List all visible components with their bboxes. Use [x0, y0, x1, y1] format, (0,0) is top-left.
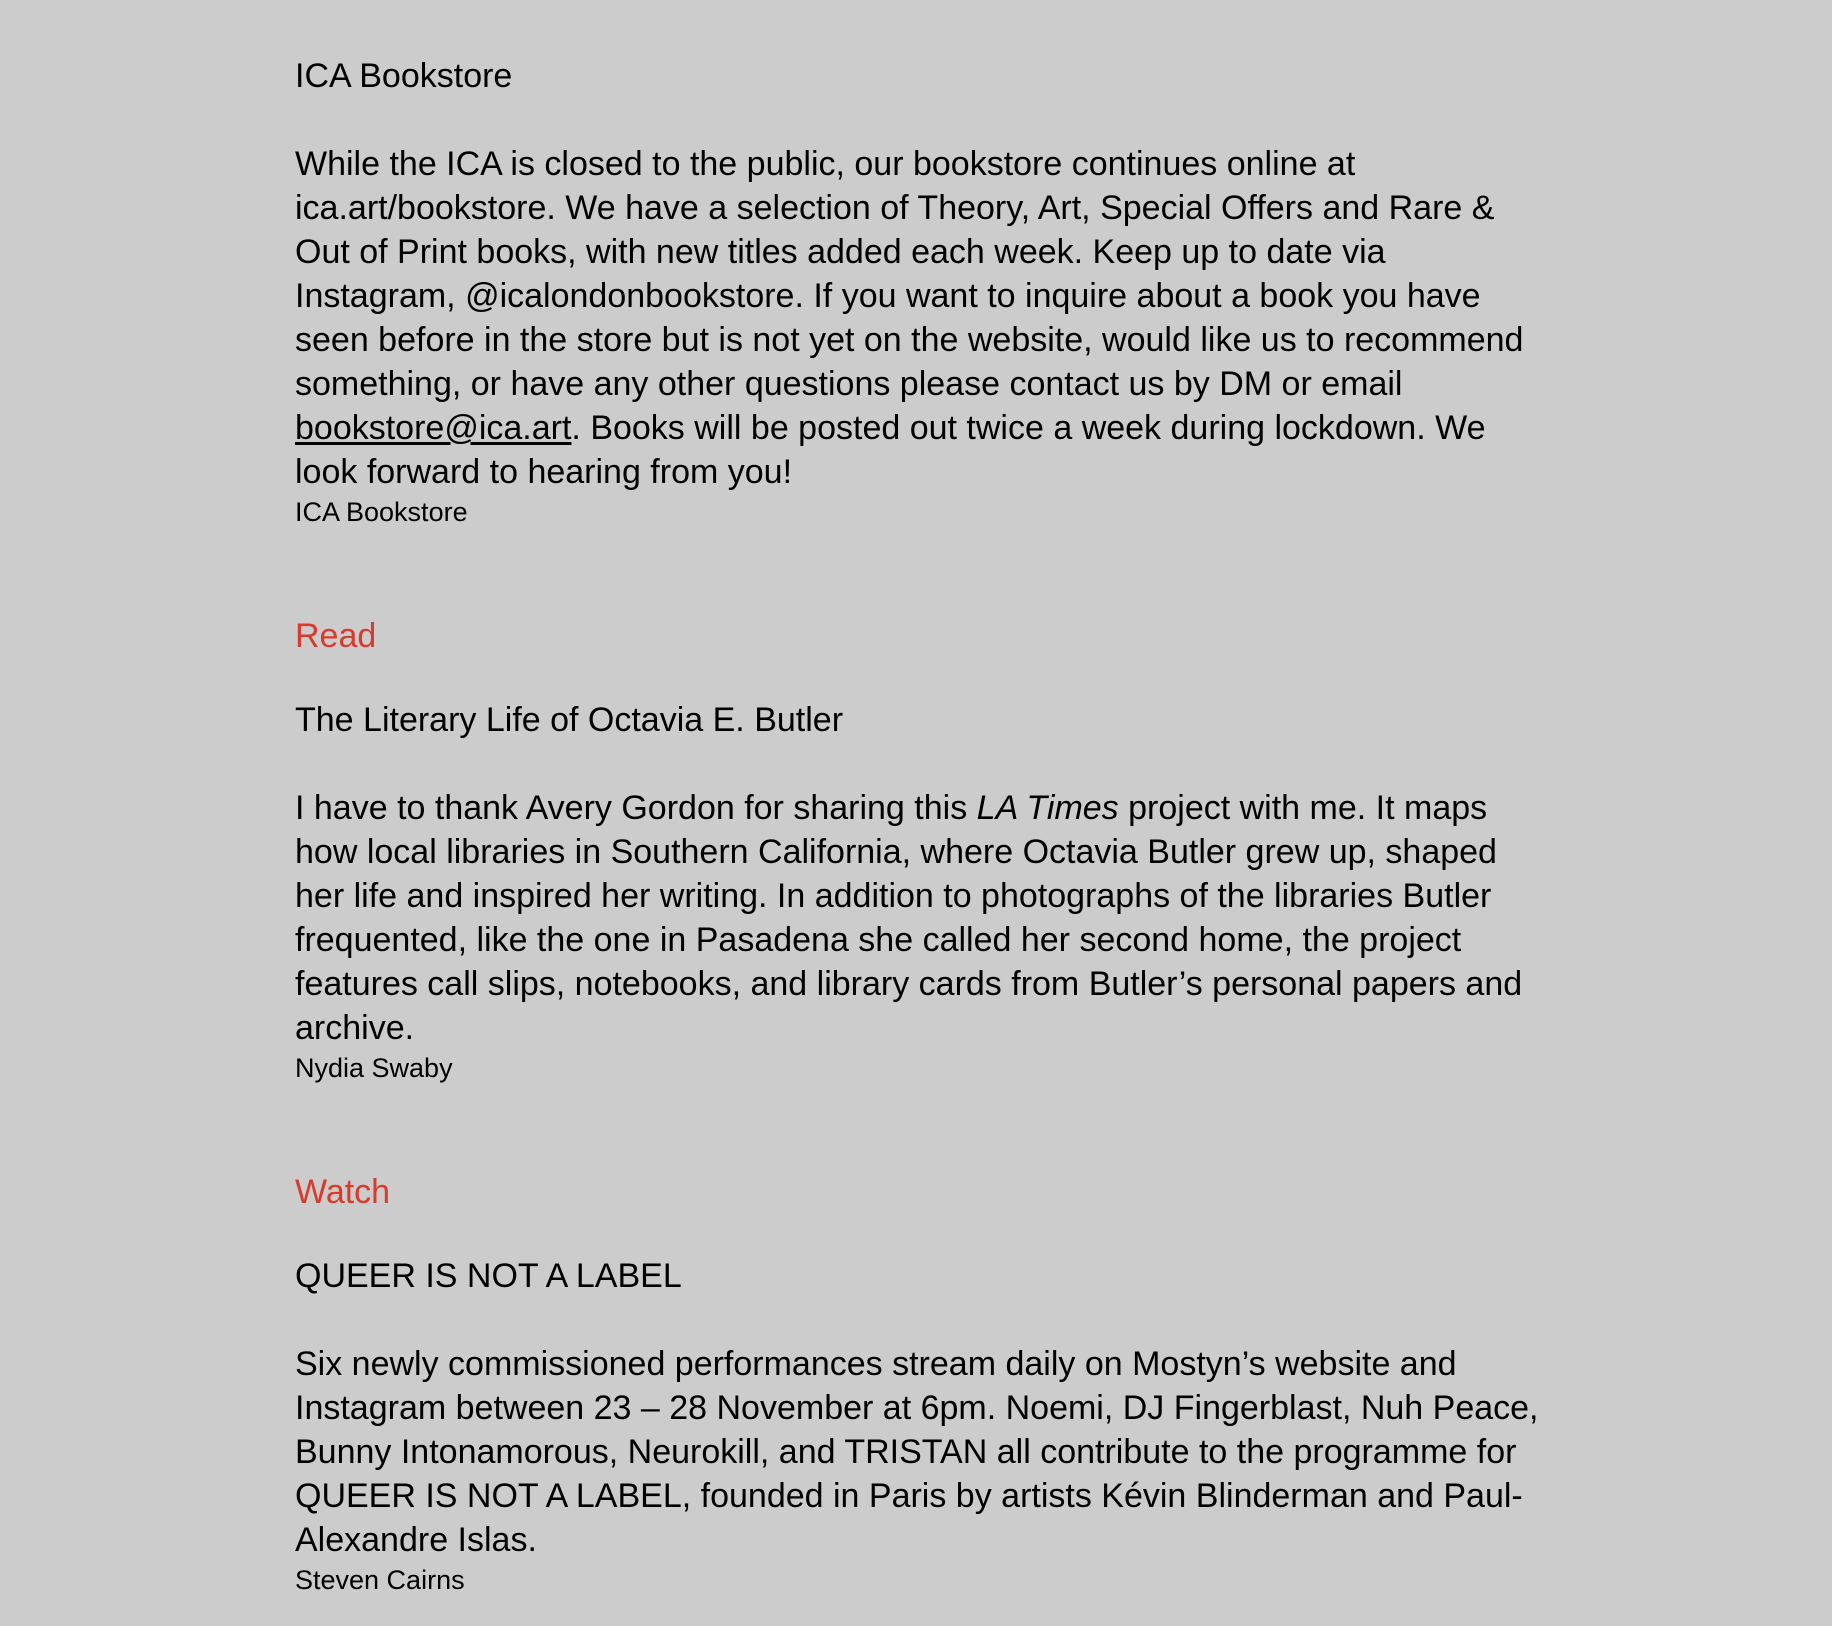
entry-author: Steven Cairns — [295, 1565, 465, 1595]
entry-body-text: project with me. It maps how local libraries in Southern California, where Octavia Butler grew up, shaped her life and inspired her writing. In addition to photographs of the libraries Butler frequented, like the one in Pasadena she called her second home, the project features call slips, notebooks, and library cards from Butler’s personal papers and archive. — [295, 789, 1523, 1047]
email-link[interactable]: bookstore@ica.art — [295, 409, 572, 447]
entry-body: Six newly commissioned performances stream daily on Mostyn’s website and Instagram between 23 – 28 November at 6pm. Noemi, DJ Fingerblast, Nuh Peace, Bunny Intonamorous, Neurokill, and TRISTAN all contribute to the programme for QUEER IS NOT A LABEL, founded in Paris by artists Kévin Blinderman and Paul-Alexandre Islas. — [295, 1345, 1539, 1559]
entry-body-text: While the ICA is closed to the public, our bookstore continues online at ica.art/bookstore. We have a selection of Theory, Art, Special Offers and Rare & Out of Print books, with new titles added each week. Keep up to date via Instagram, @icalondonbookstore. If you want to inquire about a book you have seen before in the store but is not yet on the website, would like us to recommend something, or have any other questions please contact us by DM or email — [295, 145, 1524, 403]
entry-title: ICA Bookstore — [295, 57, 513, 95]
section-label-watch: Watch — [295, 1173, 391, 1211]
entry-body-text: . Books will be posted out twice a week during lockdown. We look forward to hearing from you! — [295, 409, 1486, 491]
entry-body-text: I have to thank Avery Gordon for sharing this — [295, 789, 977, 827]
entry-author: ICA Bookstore — [295, 497, 468, 527]
entry-ica-bookstore — [295, 54, 1555, 530]
entry-title: QUEER IS NOT A LABEL — [295, 1257, 682, 1295]
entry-body — [295, 786, 1555, 1050]
entry-body-italic: LA Times — [976, 789, 1119, 827]
section-label-read: Read — [295, 617, 377, 655]
entry-title: The Literary Life of Octavia E. Butler — [295, 701, 844, 739]
entry-read — [295, 614, 1555, 1086]
entry-author: Nydia Swaby — [295, 1053, 453, 1083]
entry-watch — [295, 1170, 1555, 1598]
entry-body — [295, 142, 1555, 494]
